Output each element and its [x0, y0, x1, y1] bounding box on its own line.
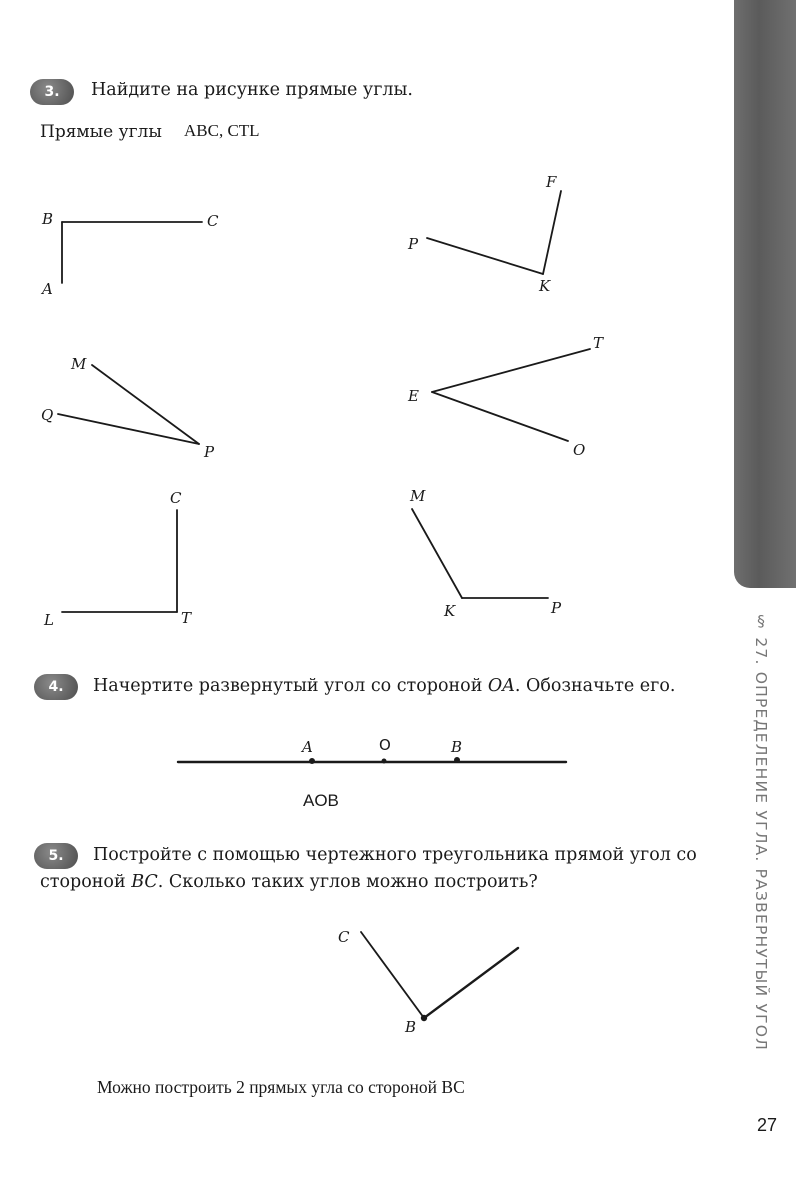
angle-pkf-side-pk: [427, 238, 543, 274]
angle-pkf-figure: [407, 173, 561, 295]
angle-mpq-figure: [41, 355, 215, 461]
straight-angle-point-o: [382, 759, 387, 764]
task-4-text-after: . Обозначьте его.: [514, 676, 676, 696]
angle-pkf-label-p: P: [408, 235, 419, 253]
right-angle-bc-constructed-side: [424, 948, 518, 1018]
right-angle-bc-figure: [338, 928, 518, 1036]
straight-angle-label-b: B: [451, 738, 463, 756]
task-4-text-var: OA: [487, 676, 515, 696]
right-angle-bc-side-bc: [361, 932, 424, 1018]
task-4-badge: 4.: [34, 674, 78, 700]
straight-angle-point-b: [454, 757, 460, 763]
angle-mkp-figure: [409, 487, 562, 620]
right-angle-bc-label-c: C: [338, 928, 350, 946]
angle-abc-label-b: B: [42, 210, 54, 228]
task-3-answer: ABC, CTL: [184, 121, 260, 140]
angle-pkf-label-f: F: [546, 173, 557, 191]
straight-angle-label-o: O: [379, 736, 391, 754]
straight-angle-label-a: A: [302, 738, 313, 756]
angle-mkp-label-p: P: [551, 599, 562, 617]
angle-mpq-label-p: P: [204, 443, 215, 461]
task-3-answer-prefix: Прямые углы: [40, 122, 162, 142]
task-5-badge: 5.: [34, 843, 78, 869]
task-4-answer: AOB: [303, 791, 339, 810]
angle-abc-label-c: C: [207, 212, 219, 230]
task-4-text-before: Начертите развернутый угол со стороной: [93, 676, 488, 696]
angle-teo-side-eo: [432, 392, 568, 441]
angle-mpq-label-q: Q: [41, 406, 54, 424]
angle-pkf-label-k: K: [539, 277, 551, 295]
angle-mkp-side-km: [412, 509, 462, 598]
angle-ctl-label-t: T: [181, 609, 192, 627]
angle-ctl-label-c: C: [170, 489, 182, 507]
straight-angle-figure: [178, 736, 566, 764]
task-5-line-1: Постройте с помощью чертежного треугольника прямой угол со: [93, 845, 697, 865]
task-5-line-2-after: . Сколько таких углов можно построить?: [157, 872, 538, 892]
task-5-answer: Можно построить 2 прямых угла со стороной ВС: [97, 1077, 465, 1097]
straight-angle-point-a: [309, 758, 315, 764]
task-5-line-2-before: стороной: [40, 872, 132, 892]
angle-abc-label-a: A: [42, 280, 53, 298]
right-angle-bc-label-b: B: [405, 1018, 417, 1036]
task-5-line-2-var: BC: [131, 872, 158, 892]
angle-teo-side-et: [432, 349, 590, 392]
angle-pkf-side-kf: [543, 191, 561, 274]
section-side-title: § 27. ОПРЕДЕЛЕНИЕ УГЛА. РАЗВЕРНУТЫЙ УГОЛ: [752, 612, 770, 1052]
angle-mkp-label-k: K: [444, 602, 456, 620]
angle-teo-label-e: E: [408, 387, 419, 405]
right-angle-bc-vertex-b: [421, 1015, 427, 1021]
page-number: 27: [757, 1115, 778, 1135]
angle-teo-label-t: T: [593, 334, 604, 352]
angle-teo-figure: [407, 334, 604, 459]
angle-abc-figure: [40, 210, 219, 298]
angle-mkp-label-m: M: [410, 487, 426, 505]
task-3-text: Найдите на рисунке прямые углы.: [91, 80, 413, 100]
angle-teo-label-o: O: [573, 441, 586, 459]
angle-mpq-label-m: M: [71, 355, 87, 373]
angle-ctl-label-l: L: [44, 611, 54, 629]
angle-ctl-figure: [43, 489, 192, 629]
task-3-badge: 3.: [30, 79, 74, 105]
